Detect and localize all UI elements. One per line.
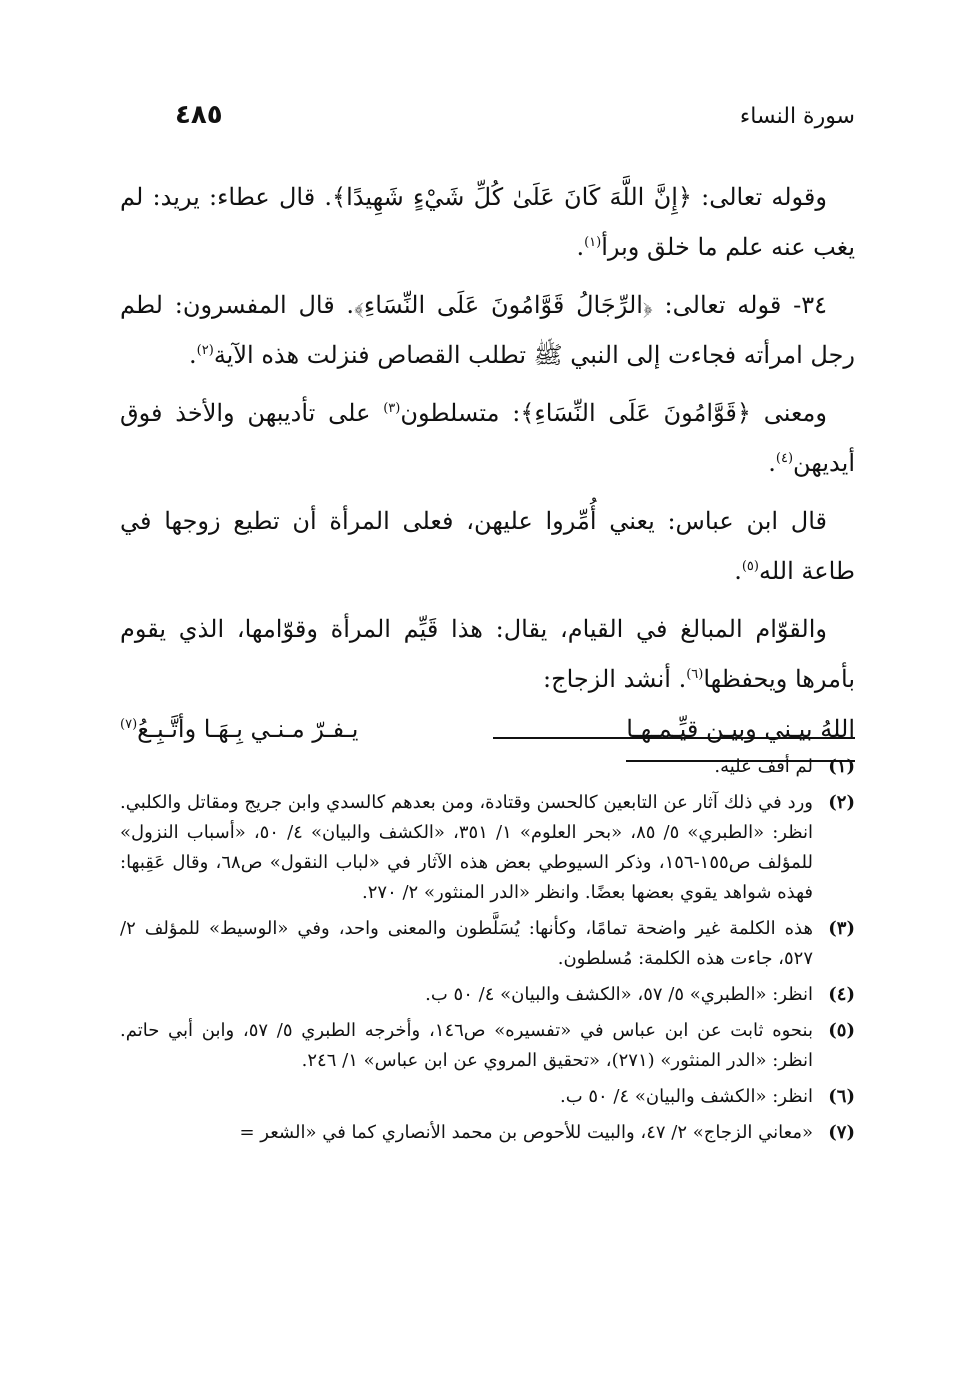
footnote-ref: (٧) [120, 717, 138, 732]
footnote-text: هذه الكلمة غير واضحة تمامًا، وكأنها: يُسَلَّطون والمعنى واحد، وفي «الوسيط» للمؤلف ٢/ ٥٢٧، جاءت هذه الكلمة: مُسلطون. [120, 918, 813, 969]
paragraph-text: والقوّام المبالغ في القيام، يقال: هذا قَيِّم المرأة وقوّامها، الذي يقوم بأمرها ويحفظها [120, 615, 855, 693]
paragraph [120, 604, 855, 704]
footnote [120, 914, 855, 974]
paragraph-text: ومعنى ﴿قَوَّامُونَ عَلَى النِّسَاءِ﴾: متسلطون [400, 399, 827, 427]
footnote-number: (١) [828, 756, 855, 777]
footnote-number: (٤) [828, 984, 855, 1005]
footnote-ref: (٢) [196, 343, 214, 358]
footnote-number: (٣) [828, 918, 855, 939]
footnote-ref: (٦) [686, 667, 704, 682]
footnote [120, 788, 855, 908]
footnotes-section [120, 752, 855, 1154]
page-header [120, 100, 855, 140]
footnote-ref: (٣) [383, 401, 401, 416]
footnote [120, 980, 855, 1010]
footnote [120, 1082, 855, 1112]
paragraph: ٣٤- قوله تعالى: ﴿الرِّجَالُ قَوَّامُونَ عَلَى النِّسَاءِ﴾. قال المفسرون: لطم رجل امرأته فجاءت إلى النبي ﷺ تطلب القصاص فنزلت هذه الآية$^{(٢)}$. [120, 291, 855, 369]
footnote-text: ورد في ذلك آثار عن التابعين كالحسن وقتادة، ومن بعدهم كالسدي وابن جريج ومقاتل والكلبي. انظر: «الطبري» ٥/ ٨٥، «بحر العلوم» ١/ ٣٥١، «الكشف والبيان» ٤/ ٥٠، «أسباب النزول» للمؤلف ص١٥٥-١٥٦، وذكر السيوطي بعض هذه الآثار في «لباب النقول» ص٦٨، وقال عَقِبها: فهذه شواهد يقوي بعضها بعضًا. وانظر «الدر المنثور» ٢/ ٢٧٠. [120, 792, 813, 903]
paragraph-text: قال ابن عباس: يعني أُمِّروا عليهن، فعلى المرأة أن تطيع زوجها في طاعة الله [120, 507, 855, 585]
running-title: سورة النساء [739, 104, 855, 129]
footnote-number: (٦) [828, 1086, 855, 1107]
footnote [120, 1016, 855, 1076]
footnote-ref: (٤) [775, 451, 794, 466]
paragraph-text: ٣٤- قوله تعالى: ﴿الرِّجَالُ قَوَّامُونَ عَلَى النِّسَاءِ﴾. قال المفسرون: لطم رجل امرأته فجاءت إلى النبي ﷺ تطلب القصاص فنزلت هذه الآية [120, 291, 855, 369]
paragraph-text: على تأديبهن والأخذ فوق أيديهن [120, 399, 855, 477]
footnote-text: بنحوه ثابت عن ابن عباس في «تفسيره» ص١٤٦، وأخرجه الطبري ٥/ ٥٧، وابن أبي حاتم. انظر: «الدر المنثور» (٢٧١)، «تحقيق المروي عن ابن عباس» ١/ ٢٤٦. [120, 1020, 813, 1071]
verse-first-hemistich: اللهُ بيـني وبيـن قيِّـمـهـا [626, 704, 855, 762]
paragraph: وقوله تعالى: ﴿إِنَّ اللَّهَ كَانَ عَلَىٰ كُلِّ شَيْءٍ شَهِيدًا﴾. قال عطاء: يريد: لم يغب عنه علم ما خلق وبرأ$^{(١)}$. [120, 183, 855, 261]
footnote-text: «معاني الزجاج» ٢/ ٤٧، والبيت للأحوص بن محمد الأنصاري كما في «الشعر = [239, 1122, 813, 1143]
footnote [120, 1118, 855, 1148]
paragraph: قال ابن عباس: يعني أُمِّروا عليهن، فعلى المرأة أن تطيع زوجها في طاعة الله$^{(٥)}$. [120, 507, 855, 585]
main-text [120, 172, 855, 762]
footnote [120, 752, 855, 782]
paragraph: ومعنى ﴿قَوَّامُونَ عَلَى النِّسَاءِ﴾: متسلطون$^{(٣)}$ على تأديبهن والأخذ فوق أيديهن$^{(٤)}$. [120, 399, 855, 477]
footnote-number: (٥) [828, 1020, 855, 1041]
footnote-text: انظر: «الطبري» ٥/ ٥٧، «الكشف والبيان» ٤/ ٥٠ ب. [425, 984, 813, 1005]
footnote-ref: (٥) [741, 559, 759, 574]
footnote-number: (٢) [828, 792, 855, 813]
footnote-text: انظر: «الكشف والبيان» ٤/ ٥٠ ب. [559, 1086, 813, 1107]
paragraph-text: وقوله تعالى: ﴿إِنَّ اللَّهَ كَانَ عَلَىٰ كُلِّ شَيْءٍ شَهِيدًا﴾. قال عطاء: يريد: لم يغب عنه علم ما خلق وبرأ [120, 183, 855, 261]
footnote-text: لم أقف عليه. [714, 756, 813, 777]
footnote-ref: (١) [584, 235, 602, 250]
paragraph-text: . أنشد الزجاج: [543, 665, 687, 693]
footnote-number: (٧) [828, 1122, 855, 1143]
footnote-separator [493, 737, 855, 739]
verse-second-hemistich-text: يـفـرّ مـنـي بِـهَـا وأتَّـبِـعُ [137, 715, 359, 743]
page-number: ٤٨٥ [175, 100, 223, 130]
